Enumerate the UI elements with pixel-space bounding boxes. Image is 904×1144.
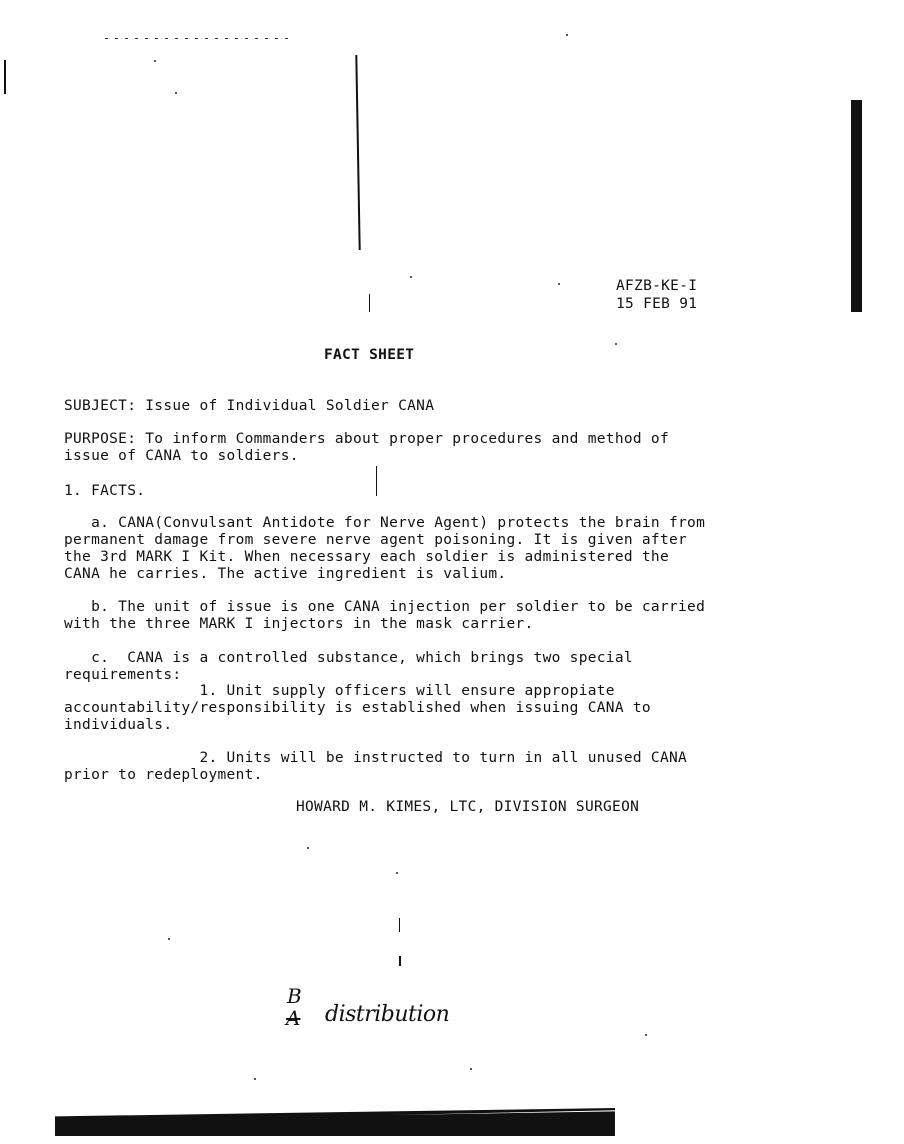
scan-mark-left bbox=[4, 60, 6, 94]
scan-speck bbox=[175, 92, 177, 94]
scan-speck bbox=[154, 60, 156, 62]
fact-b-line-2: with the three MARK I injectors in the mask carrier. bbox=[64, 616, 534, 632]
scan-speck bbox=[645, 1034, 647, 1036]
fact-c-item-2-line-2: prior to redeployment. bbox=[64, 767, 263, 783]
subject-line: SUBJECT: Issue of Individual Soldier CANA bbox=[64, 398, 435, 414]
scan-speck bbox=[470, 1068, 472, 1070]
document-date: 15 FEB 91 bbox=[616, 296, 698, 312]
purpose-line-1: PURPOSE: To inform Commanders about proper procedures and method of bbox=[64, 431, 669, 447]
fact-a-line-3: the 3rd MARK I Kit. When necessary each soldier is administered the bbox=[64, 549, 669, 565]
fact-c-item-1-line-3: individuals. bbox=[64, 717, 173, 733]
document-reference: AFZB-KE-I bbox=[616, 278, 698, 294]
scan-speck bbox=[410, 276, 412, 278]
handwritten-letter-b: B bbox=[287, 984, 302, 1008]
scan-speck bbox=[558, 283, 560, 285]
scan-speck bbox=[566, 34, 568, 36]
signature-line: HOWARD M. KIMES, LTC, DIVISION SURGEON bbox=[296, 799, 640, 815]
scan-speck bbox=[168, 938, 170, 940]
scan-mark-top-dashes bbox=[105, 38, 295, 39]
scan-mark-small-vertical bbox=[399, 918, 400, 932]
scan-mark-right bbox=[851, 100, 862, 312]
scan-mark-center-vertical bbox=[355, 55, 360, 250]
fact-a-line-4: CANA he carries. The active ingredient is valium. bbox=[64, 566, 507, 582]
scan-speck bbox=[254, 1078, 256, 1080]
fact-c-line-2: requirements: bbox=[64, 667, 182, 683]
scan-mark-small-vertical bbox=[399, 956, 401, 966]
scan-speck bbox=[615, 343, 617, 345]
fact-c-item-1-line-2: accountability/responsibility is established when issuing CANA to bbox=[64, 700, 651, 716]
fact-a-line-2: permanent damage from severe nerve agent poisoning. It is given after bbox=[64, 532, 688, 548]
scan-speck bbox=[396, 872, 398, 874]
scan-speck bbox=[307, 847, 309, 849]
fact-b-line-1: b. The unit of issue is one CANA injection per soldier to be carried bbox=[64, 599, 706, 615]
scan-mark-small-vertical bbox=[369, 294, 370, 312]
facts-heading: 1. FACTS. bbox=[64, 483, 146, 499]
handwritten-distribution: distribution bbox=[325, 1002, 450, 1027]
fact-c-item-2-line-1: 2. Units will be instructed to turn in all unused CANA bbox=[64, 750, 688, 766]
scan-mark-small-vertical bbox=[376, 466, 377, 496]
document-title: FACT SHEET bbox=[324, 347, 415, 363]
fact-c-line-1: c. CANA is a controlled substance, which brings two special bbox=[64, 650, 633, 666]
fact-c-item-1-line-1: 1. Unit supply officers will ensure appropiate bbox=[64, 683, 615, 699]
scan-mark-bottom-bar bbox=[55, 1108, 615, 1136]
fact-a-line-1: a. CANA(Convulsant Antidote for Nerve Agent) protects the brain from bbox=[64, 515, 706, 531]
purpose-line-2: issue of CANA to soldiers. bbox=[64, 448, 299, 464]
handwritten-letter-a: A bbox=[286, 1006, 301, 1030]
